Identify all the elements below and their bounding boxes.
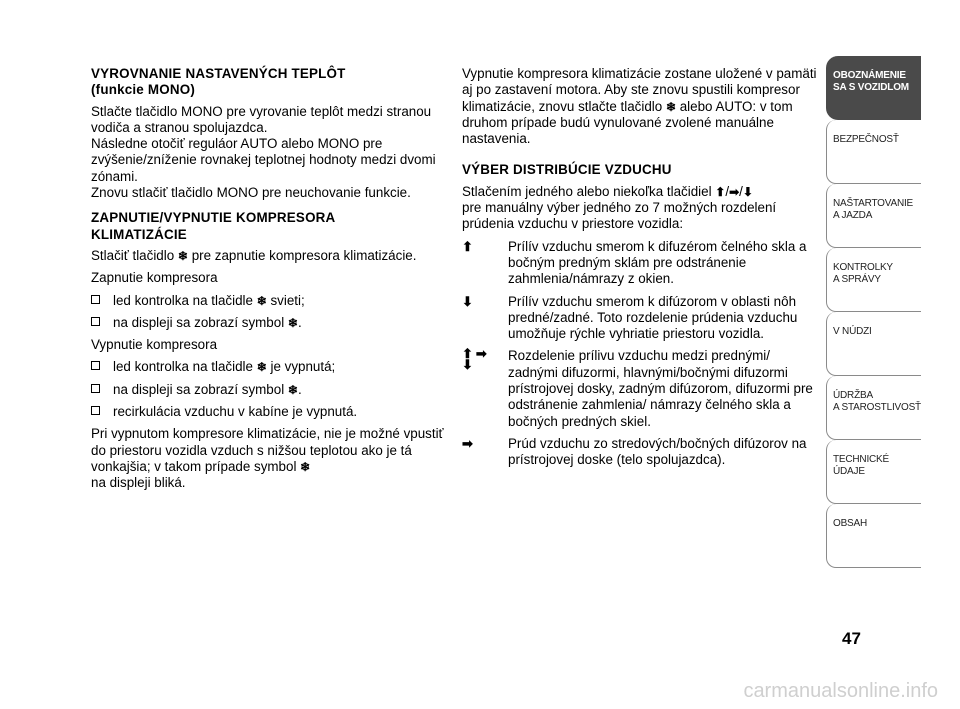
tab-label: OBSAH [833, 518, 868, 529]
tab-label: OBOZNÁMENIE [833, 70, 906, 81]
paragraph: Stlačením jedného alebo niekoľka tlačidiel ⬆/➡/⬇ pre manuálny výber jedného zo 7 možných rozdelení prúdenia vzduchu v priestore vozidla: [462, 183, 777, 232]
tab-label: A STAROSTLIVOSŤ [833, 402, 921, 413]
text: na displeji bliká. [91, 475, 186, 491]
arrow-down-icon: ⬇ [462, 357, 473, 373]
right-column [462, 66, 822, 475]
list-item [91, 315, 451, 331]
snowflake-icon: ❄ [256, 360, 267, 375]
arrow-right-icon: ➡ [475, 346, 487, 362]
paragraph [462, 66, 822, 147]
bullet-icon [91, 295, 100, 304]
arrow-up-icon: ⬆ [715, 184, 726, 199]
arrow-up-icon: ⬆ [462, 346, 473, 362]
chapter-tabs [826, 56, 921, 568]
bullet-icon [91, 406, 100, 415]
distribution-item [462, 294, 822, 343]
text: Prúd vzduchu zo stredových/bočných difúzorov na prístrojovej doske (telo spolujazdca). [508, 435, 807, 468]
snowflake-icon: ❄ [287, 315, 298, 330]
tab-label: V NÚDZI [833, 326, 872, 337]
paragraph: Znovu stlačiť tlačidlo MONO pre neuchovanie funkcie. [91, 185, 411, 201]
text: recirkulácia vzduchu v kabíne je vypnutá. [113, 404, 358, 420]
tab-label: ÚDAJE [833, 466, 865, 477]
heading-distribution: VÝBER DISTRIBÚCIE VZDUCHU [462, 162, 672, 178]
paragraph [91, 426, 451, 491]
text: Prílív vzduchu smerom k difúzorom v oblasti nôh predné/zadné. Toto rozdelenie prúdenia vzduchu umožňuje rýchle vyhriatie priestoru vozidla. [508, 293, 798, 342]
subheading: Vypnutie kompresora [91, 337, 218, 353]
list-item [91, 382, 451, 398]
text: . [297, 381, 302, 397]
arrow-down-icon: ⬇ [742, 184, 753, 199]
paragraph: Stlačte tlačidlo MONO pre vyrovanie teplôt medzi stranou vodiča a stranou spolujazdca. [91, 103, 432, 135]
distribution-item [462, 348, 822, 429]
snowflake-icon: ❄ [287, 382, 298, 397]
tab-label: SA S VOZIDLOM [833, 82, 909, 93]
text: led kontrolka na tlačidle [113, 292, 253, 308]
mono-text [91, 104, 451, 202]
bullet-icon [91, 384, 100, 393]
arrow-down-icon: ⬇ [462, 293, 473, 309]
text: pre manuálny výber jedného zo 7 možných rozdelení prúdenia vzduchu v priestore vozidla: [462, 200, 777, 232]
tab-oboznamenie[interactable] [826, 56, 921, 120]
tab-udrzba[interactable] [826, 376, 921, 440]
arrows-combo-icon [462, 346, 487, 373]
text: led kontrolka na tlačidle [113, 359, 253, 375]
list-item [91, 404, 451, 420]
tab-label: A JAZDA [833, 210, 873, 221]
arrow-right-icon: ➡ [462, 435, 473, 451]
tab-kontrolky[interactable] [826, 248, 921, 312]
tab-label: ÚDRŽBA [833, 390, 873, 401]
text: Rozdelenie prílivu vzduchu medzi prednými/ zadnými difuzormi, hlavnými/bočnými difuzormi prístrojovej dosky, zadným difúzorom, difuzormi pre odstránenie zahmlenia/ námrazy čelného skla a bočných predných skiel. [508, 348, 813, 429]
tab-label: BEZPEČNOSŤ [833, 134, 899, 145]
arrow-up-icon: ⬆ [462, 238, 473, 254]
tab-v-nudzi[interactable] [826, 312, 921, 376]
page-number: 47 [842, 629, 861, 648]
snowflake-icon: ❄ [256, 293, 267, 308]
tab-label: A SPRÁVY [833, 274, 881, 285]
list-item [91, 293, 451, 309]
heading-mono [91, 66, 451, 99]
tab-label: NAŠTARTOVANIE [833, 198, 914, 209]
text: pre zapnutie kompresora klimatizácie. [191, 247, 417, 263]
distribution-item [462, 436, 822, 469]
snowflake-icon: ❄ [665, 99, 676, 114]
text: na displeji sa zobrazí symbol [113, 314, 285, 330]
list-item [91, 359, 451, 375]
tab-label: TECHNICKÉ [833, 454, 889, 465]
tab-nastartovanie[interactable] [826, 184, 921, 248]
heading-line: (funkcie MONO) [91, 82, 195, 98]
tab-label: KONTROLKY [833, 262, 893, 273]
text: na displeji sa zobrazí symbol [113, 381, 285, 397]
heading-line: VYROVNANIE NASTAVENÝCH TEPLÔT [91, 66, 346, 81]
snowflake-icon: ❄ [300, 459, 311, 474]
heading-compressor [91, 210, 451, 243]
text: Stlačením jedného alebo niekoľka tlačidiel [462, 183, 712, 199]
text: je vypnutá; [270, 359, 336, 375]
heading-line: KLIMATIZÁCIE [91, 226, 187, 242]
text: Prílív vzduchu smerom k difuzérom čelného skla a bočným predným sklám pre odstránenie zahmlenia/námrazy z okien. [508, 238, 807, 287]
paragraph: Následne otočiť reguláor AUTO alebo MONO pre zvýšenie/zníženie rovnakej teplotnej hodnoty medzi dvomi zónami. [91, 136, 436, 184]
bullet-icon [91, 317, 100, 326]
heading-line: ZAPNUTIE/VYPNUTIE KOMPRESORA [91, 210, 336, 226]
text: Stlačiť tlačidlo [91, 247, 175, 263]
text: Pri vypnutom kompresore klimatizácie, nie je možné vpustiť do priestoru vozidla vzduch s nižšou teplotou ako je tá vonkajšia; v takom prípade symbol [91, 426, 444, 474]
bullet-icon [91, 361, 100, 370]
tab-technicke-udaje[interactable] [826, 440, 921, 504]
subheading: Zapnutie kompresora [91, 270, 218, 286]
tab-bezpecnost[interactable] [826, 120, 921, 184]
distribution-item [462, 239, 822, 288]
text: alebo AUTO: v tom druhom prípade budú vynulované zvolené manuálne nastavenia. [462, 98, 793, 147]
tab-obsah[interactable] [826, 504, 921, 568]
left-column [91, 66, 451, 498]
snowflake-icon: ❄ [177, 248, 188, 263]
text: Vypnutie kompresora klimatizácie zostane uložené v pamäti aj po zastavení motora. Aby ste znovu spustili kompresor klimatizácie, znovu stlačte tlačidlo [462, 66, 817, 114]
watermark: carmanualsonline.info [743, 680, 938, 702]
arrow-right-icon: ➡ [729, 184, 740, 199]
text: svieti; [270, 292, 305, 308]
text: . [297, 314, 302, 330]
paragraph [91, 248, 451, 264]
